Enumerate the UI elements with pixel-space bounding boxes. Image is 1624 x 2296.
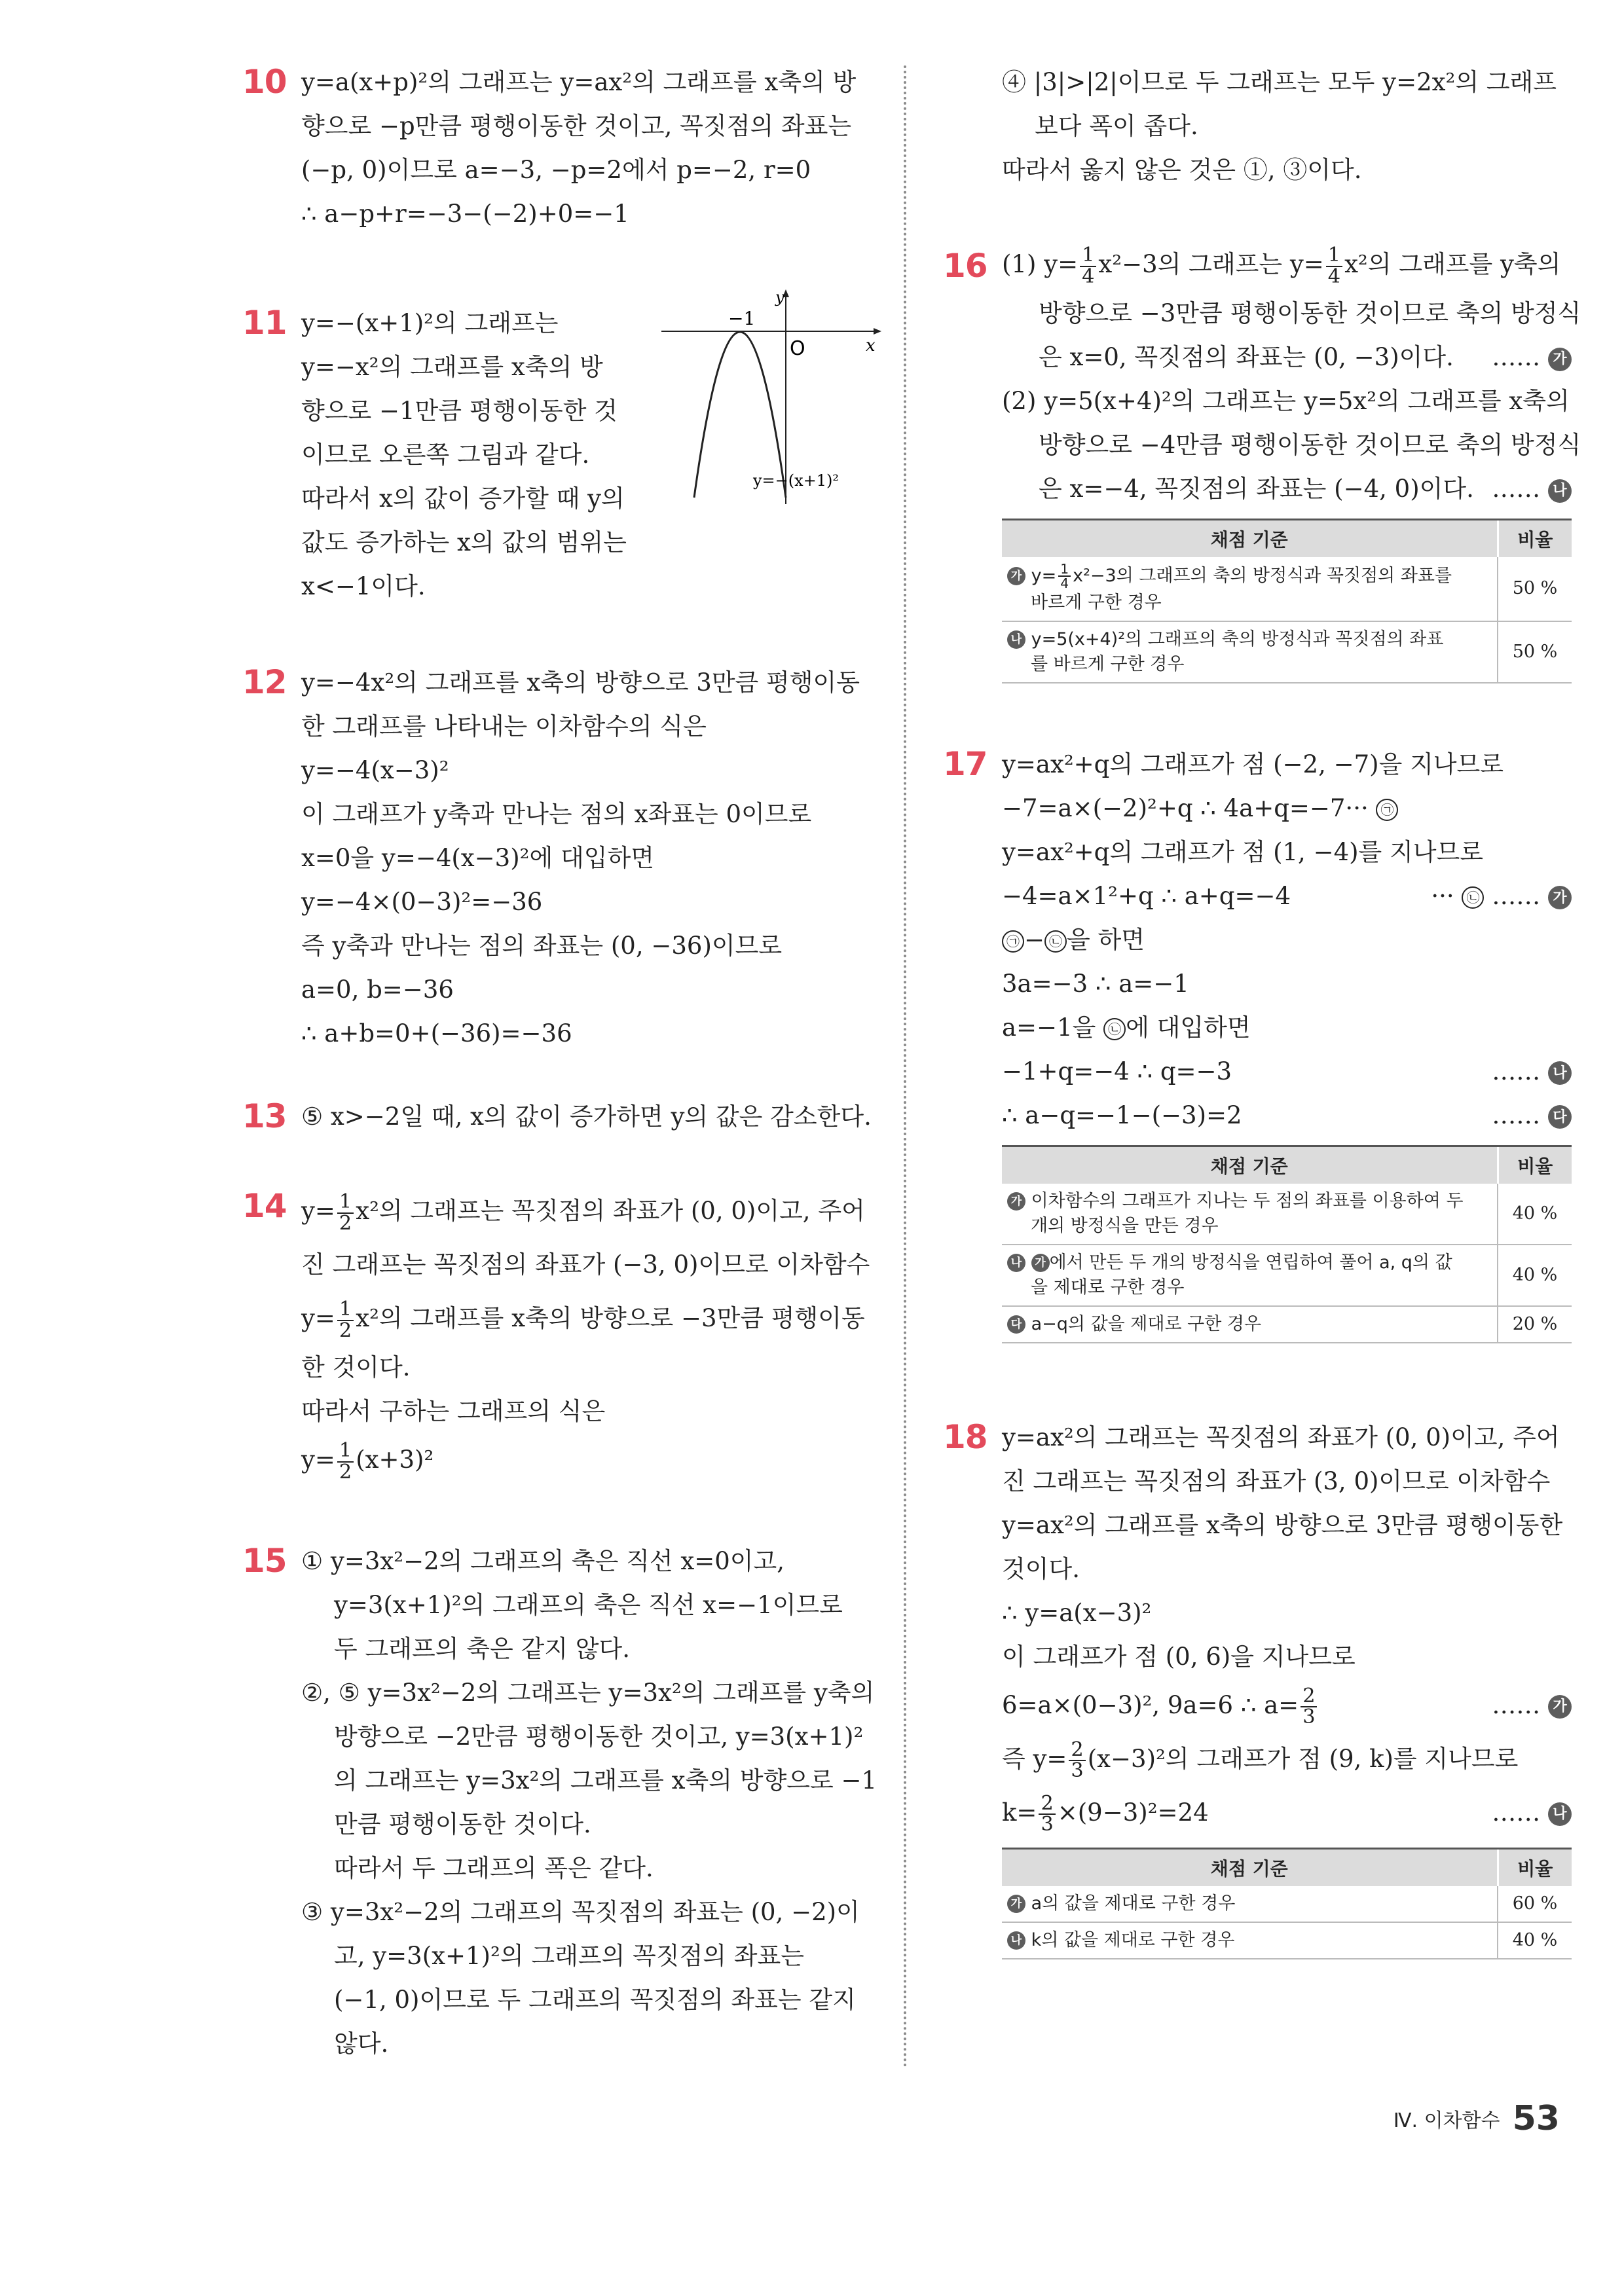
solution-line: 것이다.	[1002, 1554, 1080, 1583]
solution-line: k= $\frac{2}{3}$ ×(9−3)²=24 …… 나	[1002, 1786, 1572, 1840]
grading-table	[1002, 1848, 1572, 1959]
solution-line: ∴ a−q=−1−(−3)=2 …… 다	[1002, 1093, 1572, 1137]
solution-line: 두 그래프의 축은 같지 않다.	[334, 1635, 630, 1663]
problem-number: 16	[943, 247, 987, 285]
solution-line: 향으로 −1만큼 평행이동한 것	[301, 397, 618, 425]
solution-line: (−p, 0)이므로 a=−3, −p=2에서 p=−2, r=0	[301, 156, 811, 184]
solution-line: 고, y=3(x+1)²의 그래프의 꼭짓점의 좌표는	[334, 1942, 805, 1970]
solution-line: y= $\frac{1}{2}$ x²의 그래프를 x축의 방향으로 −3만큼 평행이동	[301, 1298, 865, 1342]
solution-line: (2) y=5(x+4)²의 그래프는 y=5x²의 그래프를 x축의	[1002, 387, 1570, 415]
solution-line: 방향으로 −3만큼 평행이동한 것이므로 축의 방정식	[1039, 299, 1581, 327]
solution-line: −4=a×1²+q ∴ a+q=−4 ··· ㉡ …… 가	[1002, 874, 1572, 918]
axis-x-label: x	[866, 336, 876, 355]
score-mark-na: 나	[1548, 1802, 1572, 1826]
solution-line: (1) y= $\frac{1}{4}$ x²−3의 그래프는 y= $\frac{1}{4}$ x²의 그래프를 y축의	[1002, 244, 1561, 288]
solution-line: y=−x²의 그래프를 x축의 방	[301, 353, 603, 381]
solution-line: 따라서 옳지 않은 것은 ①, ③이다.	[1002, 156, 1362, 184]
solution-line: 따라서 x의 값이 증가할 때 y의	[301, 484, 625, 513]
score-mark-da: 다	[1548, 1105, 1572, 1129]
solution-line: y=3(x+1)²의 그래프의 축은 직선 x=−1이므로	[334, 1591, 843, 1619]
solution-line: ③ y=3x²−2의 그래프의 꼭짓점의 좌표는 (0, −2)이	[301, 1898, 860, 1926]
problem-10	[242, 60, 871, 236]
solution-line: 향으로 −p만큼 평행이동한 것이고, 꼭짓점의 좌표는	[301, 112, 852, 140]
fraction: $\frac{1}{4}$	[1326, 246, 1342, 287]
table-header-ratio: 비율	[1498, 1848, 1572, 1886]
score-mark-ga: 가	[1548, 348, 1572, 371]
problem-17	[943, 742, 1572, 1343]
solution-line: 진 그래프는 꼭짓점의 좌표가 (3, 0)이므로 이차함수	[1002, 1467, 1551, 1495]
problem-13	[242, 1095, 871, 1139]
table-header-criteria: 채점 기준	[1002, 520, 1498, 558]
origin-label: O	[790, 337, 805, 360]
solution-line: 이 그래프가 점 (0, 6)을 지나므로	[1002, 1642, 1356, 1671]
solution-line: ∴ a+b=0+(−36)=−36	[301, 1019, 572, 1048]
solution-line: a=0, b=−36	[301, 975, 454, 1004]
vertex-label: −1	[728, 308, 756, 329]
solution-line: ∴ a−p+r=−3−(−2)+0=−1	[301, 200, 629, 228]
table-header-criteria: 채점 기준	[1002, 1848, 1498, 1886]
solution-line: y=−(x+1)²의 그래프는	[301, 309, 559, 337]
curve-label: y=−(x+1)²	[753, 471, 840, 490]
problem-number: 11	[242, 304, 287, 342]
table-row: 나 k의 값을 제대로 구한 경우 40 %	[1002, 1922, 1572, 1959]
fraction: $\frac{1}{2}$	[337, 1300, 354, 1341]
solution-line: 만큼 평행이동한 것이다.	[334, 1810, 591, 1838]
problem-number: 18	[943, 1417, 987, 1456]
right-column	[943, 60, 1581, 2012]
problem-11	[242, 288, 876, 608]
solution-line: 즉 y= $\frac{2}{3}$ (x−3)²의 그래프가 점 (9, k)를 지나므로	[1002, 1738, 1519, 1782]
chapter-label: Ⅳ. 이차함수	[1393, 2109, 1500, 2132]
solution-line: 이므로 오른쪽 그림과 같다.	[301, 441, 590, 469]
column-divider	[904, 65, 906, 2069]
solution-line: 보다 폭이 좁다.	[1035, 112, 1198, 140]
table-row: 나 가 에서 만든 두 개의 방정식을 연립하여 풀어 a, q의 값 을 제대로 구한 경우 40 %	[1002, 1245, 1572, 1306]
fraction: $\frac{1}{2}$	[337, 1192, 354, 1233]
solution-line: y=ax²의 그래프는 꼭짓점의 좌표가 (0, 0)이고, 주어	[1002, 1423, 1560, 1451]
table-row: 가 이차함수의 그래프가 지나는 두 점의 좌표를 이용하여 두 개의 방정식을 만든 경우 40 %	[1002, 1184, 1572, 1245]
axis-y-label: y	[775, 288, 784, 306]
solution-line: 방향으로 −4만큼 평행이동한 것이므로 축의 방정식	[1039, 431, 1581, 459]
solution-line: y=−4(x−3)²	[301, 756, 449, 784]
table-row: 다 a−q의 값을 제대로 구한 경우 20 %	[1002, 1306, 1572, 1343]
problem-number: 10	[242, 63, 287, 101]
solution-line: 3a=−3 ∴ a=−1	[1002, 969, 1189, 998]
score-mark-ga: 가	[1548, 1695, 1572, 1719]
table-row: 가 y= $\frac{1}{4}$ x²−3의 그래프의 축의 방정식과 꼭짓점의 좌표를 바르게 구한 경우 50 %	[1002, 557, 1572, 621]
problem-number: 13	[242, 1097, 287, 1135]
grading-table	[1002, 519, 1572, 683]
solution-line: ④ |3|>|2|이므로 두 그래프는 모두 y=2x²의 그래프	[1002, 68, 1557, 96]
left-column	[242, 60, 877, 2118]
solution-line: ㉠ − ㉡ 을 하면	[1002, 918, 1572, 962]
fraction: $\frac{1}{2}$	[337, 1441, 354, 1482]
solution-line: 진 그래프는 꼭짓점의 좌표가 (−3, 0)이므로 이차함수	[301, 1250, 870, 1279]
solution-line: 따라서 구하는 그래프의 식은	[301, 1397, 606, 1425]
page-footer	[1393, 2099, 1560, 2138]
table-header-ratio: 비율	[1498, 1146, 1572, 1184]
solution-line: −7=a×(−2)²+q ∴ 4a+q=−7··· ㉠	[1002, 786, 1572, 830]
problem-15-continued	[943, 60, 1572, 192]
solution-line: x<−1이다.	[301, 572, 426, 600]
solution-line: 은 x=0, 꼭짓점의 좌표는 (0, −3)이다. …… 가	[1002, 335, 1572, 379]
fraction: $\frac{2}{3}$	[1069, 1740, 1085, 1781]
solution-line: 따라서 두 그래프의 폭은 같다.	[334, 1854, 654, 1882]
solution-line: 한 것이다.	[301, 1353, 411, 1381]
table-header-ratio: 비율	[1498, 520, 1572, 558]
score-mark-na: 나	[1548, 479, 1572, 503]
solution-line: 즉 y축과 만나는 점의 좌표는 (0, −36)이므로	[301, 932, 783, 960]
table-row: 나 y=5(x+4)²의 그래프의 축의 방정식과 꼭짓점의 좌표 를 바르게 구한 경우 50 %	[1002, 621, 1572, 683]
solution-line: y=−4x²의 그래프를 x축의 방향으로 3만큼 평행이동	[301, 668, 860, 697]
parabola-graph	[661, 288, 884, 511]
solution-line: y=ax²+q의 그래프가 점 (1, −4)를 지나므로	[1002, 837, 1484, 866]
solution-line: (−1, 0)이므로 두 그래프의 꼭짓점의 좌표는 같지	[334, 1986, 856, 2014]
solution-line: ① y=3x²−2의 그래프의 축은 직선 x=0이고,	[301, 1547, 784, 1575]
solution-line: ②, ⑤ y=3x²−2의 그래프는 y=3x²의 그래프를 y축의	[301, 1679, 875, 1707]
solution-line: y= $\frac{1}{2}$ (x+3)²	[301, 1439, 434, 1484]
solution-line: y=−4×(0−3)²=−36	[301, 888, 543, 916]
solution-line: y=ax²의 그래프를 x축의 방향으로 3만큼 평행이동한	[1002, 1510, 1563, 1539]
solution-line: 의 그래프는 y=3x²의 그래프를 x축의 방향으로 −1	[334, 1766, 877, 1795]
problem-number: 12	[242, 663, 287, 701]
solution-line: ⑤ x>−2일 때, x의 값이 증가하면 y의 값은 감소한다.	[301, 1102, 872, 1131]
problem-12	[242, 661, 871, 1055]
fraction: $\frac{2}{3}$	[1301, 1686, 1317, 1728]
problem-15	[242, 1539, 877, 2066]
problem-number: 15	[242, 1542, 287, 1580]
problem-18	[943, 1415, 1572, 1959]
solution-line: 값도 증가하는 x의 값의 범위는	[301, 528, 627, 556]
score-mark-na: 나	[1548, 1061, 1572, 1085]
solution-line: x=0을 y=−4(x−3)²에 대입하면	[301, 844, 654, 872]
problem-14	[242, 1184, 871, 1487]
solution-line: −1+q=−4 ∴ q=−3 …… 나	[1002, 1049, 1572, 1093]
score-mark-ga: 가	[1548, 886, 1572, 909]
page-number: 53	[1512, 2099, 1560, 2138]
table-row: 가 a의 값을 제대로 구한 경우 60 %	[1002, 1886, 1572, 1922]
solution-line: 은 x=−4, 꼭짓점의 좌표는 (−4, 0)이다. …… 나	[1002, 467, 1572, 511]
table-header-criteria: 채점 기준	[1002, 1146, 1498, 1184]
solution-line: y= $\frac{1}{2}$ x²의 그래프는 꼭짓점의 좌표가 (0, 0)이고, 주어	[301, 1190, 865, 1235]
fraction: $\frac{1}{4}$	[1080, 246, 1096, 287]
solution-line: 이 그래프가 y축과 만나는 점의 x좌표는 0이므로	[301, 800, 812, 828]
solution-line: y=a(x+p)²의 그래프는 y=ax²의 그래프를 x축의 방	[301, 68, 857, 96]
solution-line: y=ax²+q의 그래프가 점 (−2, −7)을 지나므로	[1002, 750, 1504, 778]
solution-line: ∴ y=a(x−3)²	[1002, 1598, 1152, 1627]
solution-line: 방향으로 −2만큼 평행이동한 것이고, y=3(x+1)²	[334, 1722, 864, 1751]
solution-line: 않다.	[334, 2030, 389, 2058]
problem-number: 17	[943, 744, 987, 783]
problem-number: 14	[242, 1187, 287, 1225]
solution-line: 6=a×(0−3)², 9a=6 ∴ a= $\frac{2}{3}$ …… 가	[1002, 1679, 1572, 1732]
solution-line: a=−1을 ㉡ 에 대입하면	[1002, 1013, 1251, 1042]
grading-table	[1002, 1145, 1572, 1343]
problem-16	[943, 238, 1581, 683]
solution-line: 한 그래프를 나타내는 이차함수의 식은	[301, 712, 707, 740]
fraction: $\frac{2}{3}$	[1039, 1794, 1055, 1835]
